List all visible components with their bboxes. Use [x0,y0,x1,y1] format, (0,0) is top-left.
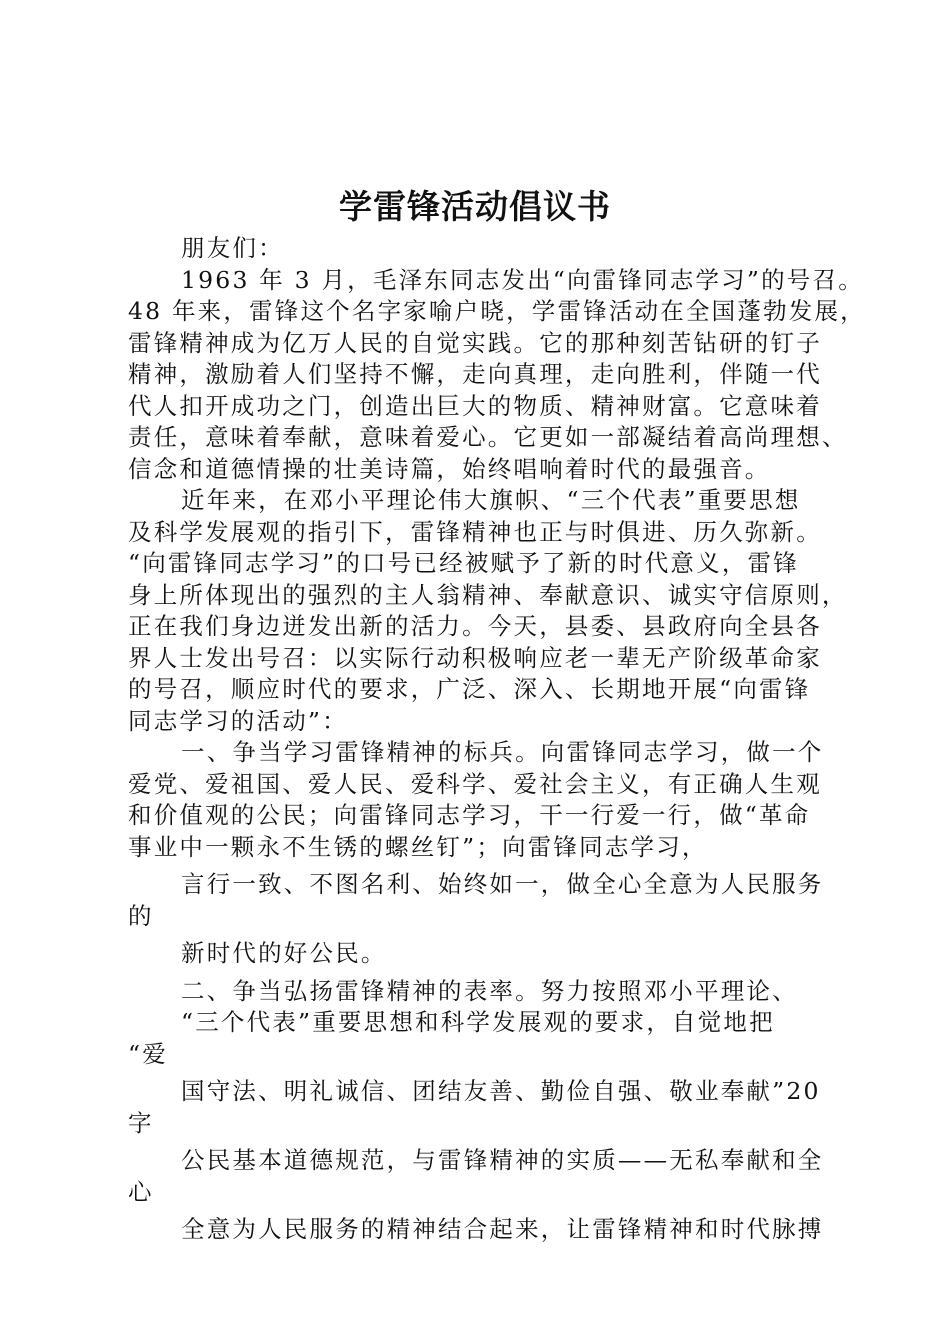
text-line: 身上所体现出的强烈的主人翁精神、奉献意识、诚实守信原则， [128,580,848,609]
text-line: 代人扣开成功之门，创造出巨大的物质、精神财富。它意味着 [128,391,822,420]
text-line: 精神，激励着人们坚持不懈，走向真理，走向胜利，伴随一代 [128,360,822,388]
text-line: “爱 [128,1039,168,1068]
text-line: 的 [128,901,154,930]
paragraph-7 [128,1007,848,1070]
text-line: 的号召，顺应时代的要求，广泛、深入、长期地开展“向雷锋 [128,675,811,703]
paragraph-9 [128,1145,848,1208]
text-line: 心 [128,1177,154,1206]
text-line: 事业中一颗永不生锈的螺丝钉”；向雷锋同志学习， [128,832,708,861]
paragraph-5: 新时代的好公民。 [181,939,387,967]
text-line: 爱党、爱祖国、爱人民、爱科学、爱社会主义，有正确人生观 [128,769,822,798]
paragraph-4 [128,869,848,932]
document-title: 学雷锋活动倡议书 [339,187,611,226]
text-line: 48 年来，雷锋这个名字家喻户晓，学雷锋活动在全国蓬勃发展， [128,297,866,325]
text-line: “三个代表”重要思想和科学发展观的要求，自觉地把 [181,1008,775,1036]
text-line: 及科学发展观的指引下，雷锋精神也正与时俱进、历久弥新。 [128,517,822,546]
salutation: 朋友们： [181,234,284,262]
text-line: 同志学习的活动”： [128,706,348,735]
paragraph-1 [128,265,866,486]
text-line: 字 [128,1108,154,1137]
paragraph-2 [128,485,848,737]
text-line: 1963 年 3 月，毛泽东同志发出“向雷锋同志学习”的号召。 [181,265,864,294]
paragraph-10: 全意为人民服务的精神结合起来，让雷锋精神和时代脉搏 [181,1215,824,1243]
text-line: 雷锋精神成为亿万人民的自觉实践。它的那种刻苦钻研的钉子 [128,328,822,357]
text-line: 公民基本道德规范，与雷锋精神的实质——无私奉献和全 [181,1146,824,1174]
text-line: 近年来，在邓小平理论伟大旗帜、“三个代表”重要思想 [181,486,801,514]
text-line: 言行一致、不图名利、始终如一，做全心全意为人民服务 [181,870,824,898]
text-line: “向雷锋同志学习”的口号已经被赋予了新的时代意义，雷锋 [128,549,799,577]
text-line: 国守法、明礼诚信、团结友善、勤俭自强、敬业奉献”20 [181,1077,821,1105]
text-line: 责任，意味着奉献，意味着爱心。它更如一部凝结着高尚理想、 [128,423,848,451]
text-line: 和价值观的公民；向雷锋同志学习，干一行爱一行，做“革命 [128,801,811,829]
text-line: 界人士发出号召：以实际行动积极响应老一辈无产阶级革命家 [128,643,822,672]
paragraph-8 [128,1076,848,1139]
text-line: 正在我们身边迸发出新的活力。今天，县委、县政府向全县各 [128,612,822,640]
paragraph-3 [128,737,848,863]
paragraph-6: 二、争当弘扬雷锋精神的表率。努力按照邓小平理论、 [181,976,798,1005]
text-line: 信念和道德情操的壮美诗篇，始终唱响着时代的最强音。 [128,454,771,483]
text-line: 一、争当学习雷锋精神的标兵。向雷锋同志学习，做一个 [181,738,824,766]
document-body [128,233,866,1246]
